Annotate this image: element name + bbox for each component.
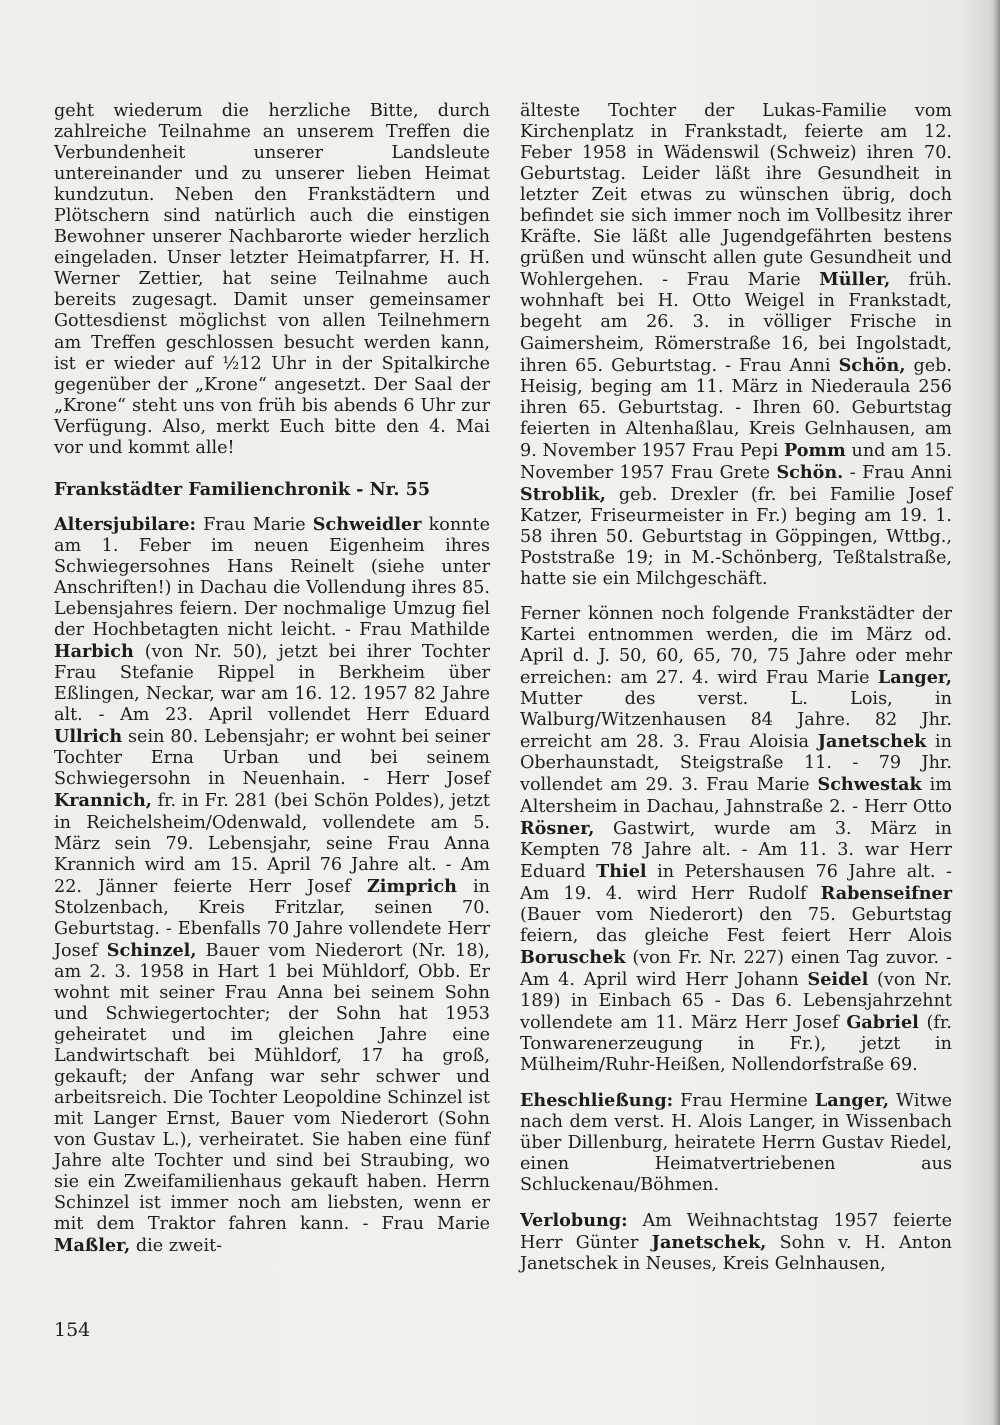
- text-run: fr. in Fr. 281 (bei Schön Poldes), jetzt in Reichelsheim/Odenwald, vollendete am 5. März sein 79. Lebensjahr, seine Frau Anna Krannich wird am 15. April 76 Jahre alt. - Am 22. Jänner feierte Herr Josef: [54, 791, 490, 897]
- bold-name-run: Boruschek: [520, 946, 626, 968]
- text-run: geht wiederum die herzliche Bitte, durch zahlreiche Teilnahme an unserem Treffen die Verbundenheit unserer Landsleute untereinander und zu unserer lieben Heimat kundzutun. Neben den Frankstädtern und Plötschern sind natürlich auch die einstigen Bewohner unserer Nachbarorte wieder herzlich eingeladen. Unser letzter Heimatpfarrer, H. H. Werner Zettier, hat seine Teilnahme auch bereits zugesagt. Damit unser gemeinsamer Gottesdienst möglichst von allen Teilnehmern am Treffen geschlossen besucht werden kann, ist er wieder auf ½12 Uhr in der Spitalkirche gegenüber der „Krone“ angesetzt. Der Saal der „Krone“ steht uns von früh bis abends 6 Uhr zur Verfügung. Also, merkt Euch bitte den 4. Mai vor und kommt alle!: [54, 101, 490, 458]
- text-run: im Altersheim in Dachau, Jahnstraße 2. - Herr Otto: [520, 775, 952, 817]
- bold-name-run: Stroblik,: [520, 483, 606, 505]
- text-run: in Petershausen 76 Jahre alt. - Am 19. 4. wird Herr Rudolf: [520, 861, 952, 904]
- altersjubilare-paragraph: [54, 514, 490, 1258]
- text-run: (von Nr. 189) in Einbach 65 - Das 6. Lebensjahrzehnt vollendete am 11. März Herr Josef: [520, 969, 952, 1033]
- text-run: in Stolzenbach, Kreis Fritzlar, seinen 70. Geburtstag. - Ebenfalls 70 Jahre vollendete Herr Josef: [54, 876, 490, 961]
- bold-name-run: Eheschließung:: [520, 1090, 674, 1112]
- bold-name-run: Schinzel,: [106, 939, 197, 961]
- bold-name-run: Verlobung:: [520, 1210, 628, 1232]
- kartei-paragraph: [520, 604, 952, 1076]
- text-run: konnte am 1. Feber im neuen Eigenheim ihres Schwiegersohnes Hans Reinelt (siehe unter Anschriften!) in Dachau die Vollendung ihres 85. Lebensjahres feiern. Der nochmalige Umzug fiel der Hochbetagten nicht leicht. - Frau Mathilde: [54, 514, 490, 641]
- bold-name-run: Schweidler: [312, 513, 422, 535]
- bold-name-run: Rösner,: [520, 817, 595, 839]
- text-run: sein 80. Lebensjahr; er wohnt bei seiner Tochter Erna Urban und bei seinem Schwiegersohn in Neuenhain. - Herr Josef: [54, 727, 490, 790]
- bold-name-run: Janetschek,: [651, 1232, 767, 1254]
- text-run: geb. Drexler (fr. bei Familie Josef Katzer, Friseurmeister in Fr.) beging am 19. 1. 58 ihren 50. Geburtstag in Göppingen, Wttbg., Poststraße 19; in M.-Schönberg, Teßtalstraße, hatte sie ein Milchgeschäft.: [520, 484, 952, 590]
- text-run: Frau Marie: [196, 514, 313, 535]
- text-run: Frau Hermine: [673, 1091, 815, 1112]
- text-run: Ferner können noch folgende Frankstädter der Kartei entnommen werden, die im März od. April d. J. 50, 60, 65, 70, 75 Jahre oder mehr erreichen: am 27. 4. wird Frau Marie: [520, 604, 952, 689]
- bold-name-run: Pomm: [784, 439, 846, 461]
- text-run: und am 15. November 1957 Frau Grete: [520, 440, 953, 483]
- bold-name-run: Zimprich: [366, 875, 457, 897]
- intro-paragraph: [54, 101, 490, 459]
- bold-name-run: Seidel: [807, 968, 869, 990]
- page-number: 154: [54, 1319, 91, 1341]
- verlobung-paragraph: [520, 1210, 952, 1275]
- right-column: [520, 101, 952, 1275]
- left-column: [54, 101, 490, 1257]
- bold-name-run: Müller,: [819, 269, 891, 291]
- bold-name-run: Schön,: [838, 354, 906, 376]
- bold-name-run: Langer,: [877, 667, 952, 689]
- text-run: (Bauer vom Niederort) den 75. Geburtstag feiern, das gleiche Fest feiert Herr Alois: [520, 904, 952, 946]
- text-run: (von Nr. 50), jetzt bei ihrer Tochter Frau Stefanie Rippel in Berkheim über Eßlingen, Neckar, war am 16. 12. 1957 82 Jahre alt. - Am 23. April vollendet Herr Eduard: [54, 642, 490, 726]
- text-run: (von Fr. Nr. 227) einen Tag zuvor. - Am 4. April wird Herr Johann: [520, 947, 952, 990]
- bold-name-run: Gabriel: [846, 1011, 919, 1033]
- text-run: früh. wohnhaft bei H. Otto Weigel in Frankstadt, begeht am 26. 3. in völliger Frische in Gaimersheim, Römerstraße 16, bei Ingolstadt, ihren 65. Geburtstag. - Frau Anni: [520, 270, 952, 376]
- text-run: Gastwirt, wurde am 3. März in Kempten 78 Jahre alt. - Am 11. 3. war Herr Eduard: [520, 818, 952, 882]
- text-run: die zweit-: [130, 1236, 223, 1257]
- bold-name-run: Ullrich: [54, 726, 123, 748]
- bold-name-run: Schön.: [776, 461, 844, 483]
- chronicle-heading: [54, 479, 490, 500]
- bold-name-run: Harbich: [54, 641, 134, 663]
- text-run: Bauer vom Niederort (Nr. 18), am 2. 3. 1958 in Hart 1 bei Mühldorf, Obb. Er wohnt mit seiner Frau Anna bei seinem Sohn und Schwiegertochter; der Sohn hat 1953 geheiratet und im gleichen Jahre eine Landwirtschaft bei Mühldorf, 17 ha groß, gekauft; der Anfang war sehr schwer und arbeitsreich. Die Tochter Leopoldine Schinzel ist mit Langer Ernst, Bauer vom Niederort (Sohn von Gustav L.), verheiratet. Sie haben eine fünf Jahre alte Tochter und sind bei Straubing, wo sie ein Zweifamilienhaus gekauft haben. Herrn Schinzel ist immer noch am liebsten, wenn er mit dem Traktor fahren kann. - Frau Marie: [54, 940, 490, 1235]
- bold-name-run: Rabenseifner: [820, 882, 952, 904]
- bold-name-run: Janetschek: [817, 731, 927, 753]
- bold-name-run: Altersjubilare:: [54, 513, 197, 535]
- birthday-continuation-paragraph: [520, 101, 952, 590]
- text-run: Sohn v. H. Anton Janetschek in Neuses, Kreis Gelnhausen,: [520, 1233, 952, 1275]
- text-run: Mutter des verst. L. Lois, in Walburg/Witzenhausen 84 Jahre. 82 Jhr. erreicht am 28. 3. Frau Aloisia: [520, 689, 952, 753]
- text-run: Witwe nach dem verst. H. Alois Langer, in Wissenbach über Dillenburg, heiratete Herrn Gustav Riedel, einen Heimatvertriebenen aus Schluckenau/Böhmen.: [520, 1091, 952, 1196]
- bold-name-run: Langer,: [814, 1090, 890, 1112]
- text-run: (fr. Tonwarenerzeugung in Fr.), jetzt in Mülheim/Ruhr-Heißen, Nollendorfstraße 69.: [520, 1012, 953, 1076]
- bold-name-run: Thiel: [596, 860, 647, 882]
- bold-name-run: Maßler,: [54, 1235, 131, 1257]
- bold-name-run: Krannich,: [54, 790, 152, 812]
- text-run: geb. Heisig, beging am 11. März in Niederaula 256 ihren 65. Geburtstag. - Ihren 60. Geburtstag feierten in Altenhaßlau, Kreis Gelnhausen, am 9. November 1957 Frau Pepi: [520, 355, 953, 461]
- bold-name-run: Frankstädter Familienchronik - Nr. 55: [54, 478, 431, 500]
- text-run: älteste Tochter der Lukas-Familie vom Kirchenplatz in Frankstadt, feierte am 12. Feber 1958 in Wädenswil (Schweiz) ihren 70. Geburtstag. Leider läßt ihre Gesundheit in letzter Zeit etwas zu wünschen übrig, doch befindet sie sich immer noch im Vollbesitz ihrer Kräfte. Sie läßt alle Jugendgefährten bestens grüßen und wünscht allen gute Gesundheit und Wohlergehen. - Frau Marie: [520, 101, 952, 291]
- eheschliessung-paragraph: [520, 1090, 952, 1196]
- text-run: Am Weihnachtstag 1957 feierte Herr Günter: [520, 1211, 952, 1254]
- text-run: - Frau Anni: [843, 462, 952, 483]
- text-run: in Oberhaunstadt, Steigstraße 11. - 79 Jhr. vollendet am 29. 3. Frau Marie: [520, 732, 953, 796]
- page-edge-shadow: [994, 0, 1000, 1425]
- bold-name-run: Schwestak: [817, 774, 922, 796]
